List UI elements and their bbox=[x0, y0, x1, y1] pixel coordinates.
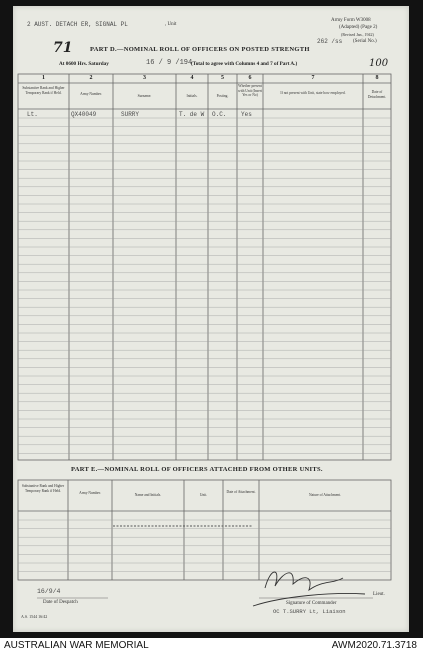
caption-right: AWM2020.71.3718 bbox=[331, 640, 417, 651]
signature-label: Signature of Commander bbox=[286, 601, 337, 606]
col-num-7: 7 bbox=[311, 75, 315, 81]
row-present: Yes bbox=[241, 111, 252, 118]
row-posting: O.C. bbox=[212, 111, 227, 118]
col-num-3: 3 bbox=[143, 75, 146, 81]
e-col-header-unit: Unit. bbox=[199, 493, 208, 497]
part-d-grid bbox=[13, 6, 409, 632]
col-num-2: 2 bbox=[89, 75, 93, 81]
col-header-employed: If not present with Unit, state how employed. bbox=[280, 91, 346, 95]
row-surname: SURRY bbox=[121, 111, 140, 118]
row-army-number: QX40049 bbox=[71, 111, 97, 118]
e-col-header-nature: Nature of Attachment. bbox=[308, 493, 342, 497]
row-initials: T. de W bbox=[179, 111, 205, 118]
row-rank: Lt. bbox=[27, 111, 38, 118]
col-header-surname: Surname. bbox=[137, 94, 152, 98]
form-revised: (Revised Jan., 1942) bbox=[341, 32, 374, 37]
handwritten-annotation: 100 bbox=[369, 58, 389, 69]
caption-left: AUSTRALIAN WAR MEMORIAL bbox=[4, 640, 149, 651]
e-col-header-rank: Substantive Rank and Higher Temporary Rank if Held. bbox=[21, 484, 65, 493]
col-num-4: 4 bbox=[190, 75, 194, 81]
form-sheet bbox=[13, 6, 409, 632]
col-header-army-number: Army Number. bbox=[80, 92, 102, 96]
part-d-subtitle-a: At 0600 Hrs. Saturday bbox=[59, 61, 109, 67]
col-header-rank: Substantive Rank and Higher Temporary Rank if Held. bbox=[22, 86, 65, 95]
col-num-5: 5 bbox=[221, 75, 224, 81]
serial-label: (Serial No.) bbox=[353, 39, 377, 44]
despatch-label: Date of Despatch bbox=[43, 600, 78, 605]
handwritten-page-number: 71 bbox=[53, 40, 73, 56]
form-adapted: (Adapted) (Page 2) bbox=[339, 25, 378, 30]
col-header-initials: Initials. bbox=[186, 94, 198, 98]
printer-mark: A.S. 1544 16/42 bbox=[21, 614, 48, 619]
col-num-6: 6 bbox=[248, 75, 252, 81]
col-num-1: 1 bbox=[42, 75, 45, 81]
e-col-header-name: Name and Initials. bbox=[134, 493, 162, 497]
serial-typed: 262 /ss bbox=[317, 38, 343, 45]
part-e-title: PART E.—NOMINAL ROLL OF OFFICERS ATTACHED FROM OTHER UNITS. bbox=[71, 466, 323, 473]
unit-label: , Unit bbox=[165, 22, 177, 27]
part-d-date: 16 / 9 /194 bbox=[146, 59, 193, 67]
col-header-present: Whether present with Unit (Insert Yes or No) bbox=[238, 84, 262, 97]
form-number: Army Form W3008 bbox=[331, 18, 371, 23]
col-header-posting: Posting. bbox=[216, 94, 229, 98]
unit-typed: 2 AUST. DETACH ER, SIGNAL PL bbox=[27, 21, 128, 28]
e-col-header-army-number: Army Number. bbox=[79, 491, 101, 495]
e-col-header-date: Date of Attachment. bbox=[226, 490, 256, 494]
part-d-subtitle-b: (Total to agree with Columns 4 and 7 of Part A.) bbox=[191, 61, 298, 67]
col-num-8: 8 bbox=[375, 75, 379, 81]
signature-typed: OC T.SURRY Lt, Liaison bbox=[273, 608, 346, 615]
signature-suffix: Lieut. bbox=[373, 592, 385, 597]
col-header-detachment: Date of Detachment. bbox=[367, 90, 387, 99]
part-d-title: PART D.—NOMINAL ROLL OF OFFICERS ON POSTED STRENGTH bbox=[90, 46, 310, 53]
despatch-date: 16/9/4 bbox=[37, 588, 61, 595]
